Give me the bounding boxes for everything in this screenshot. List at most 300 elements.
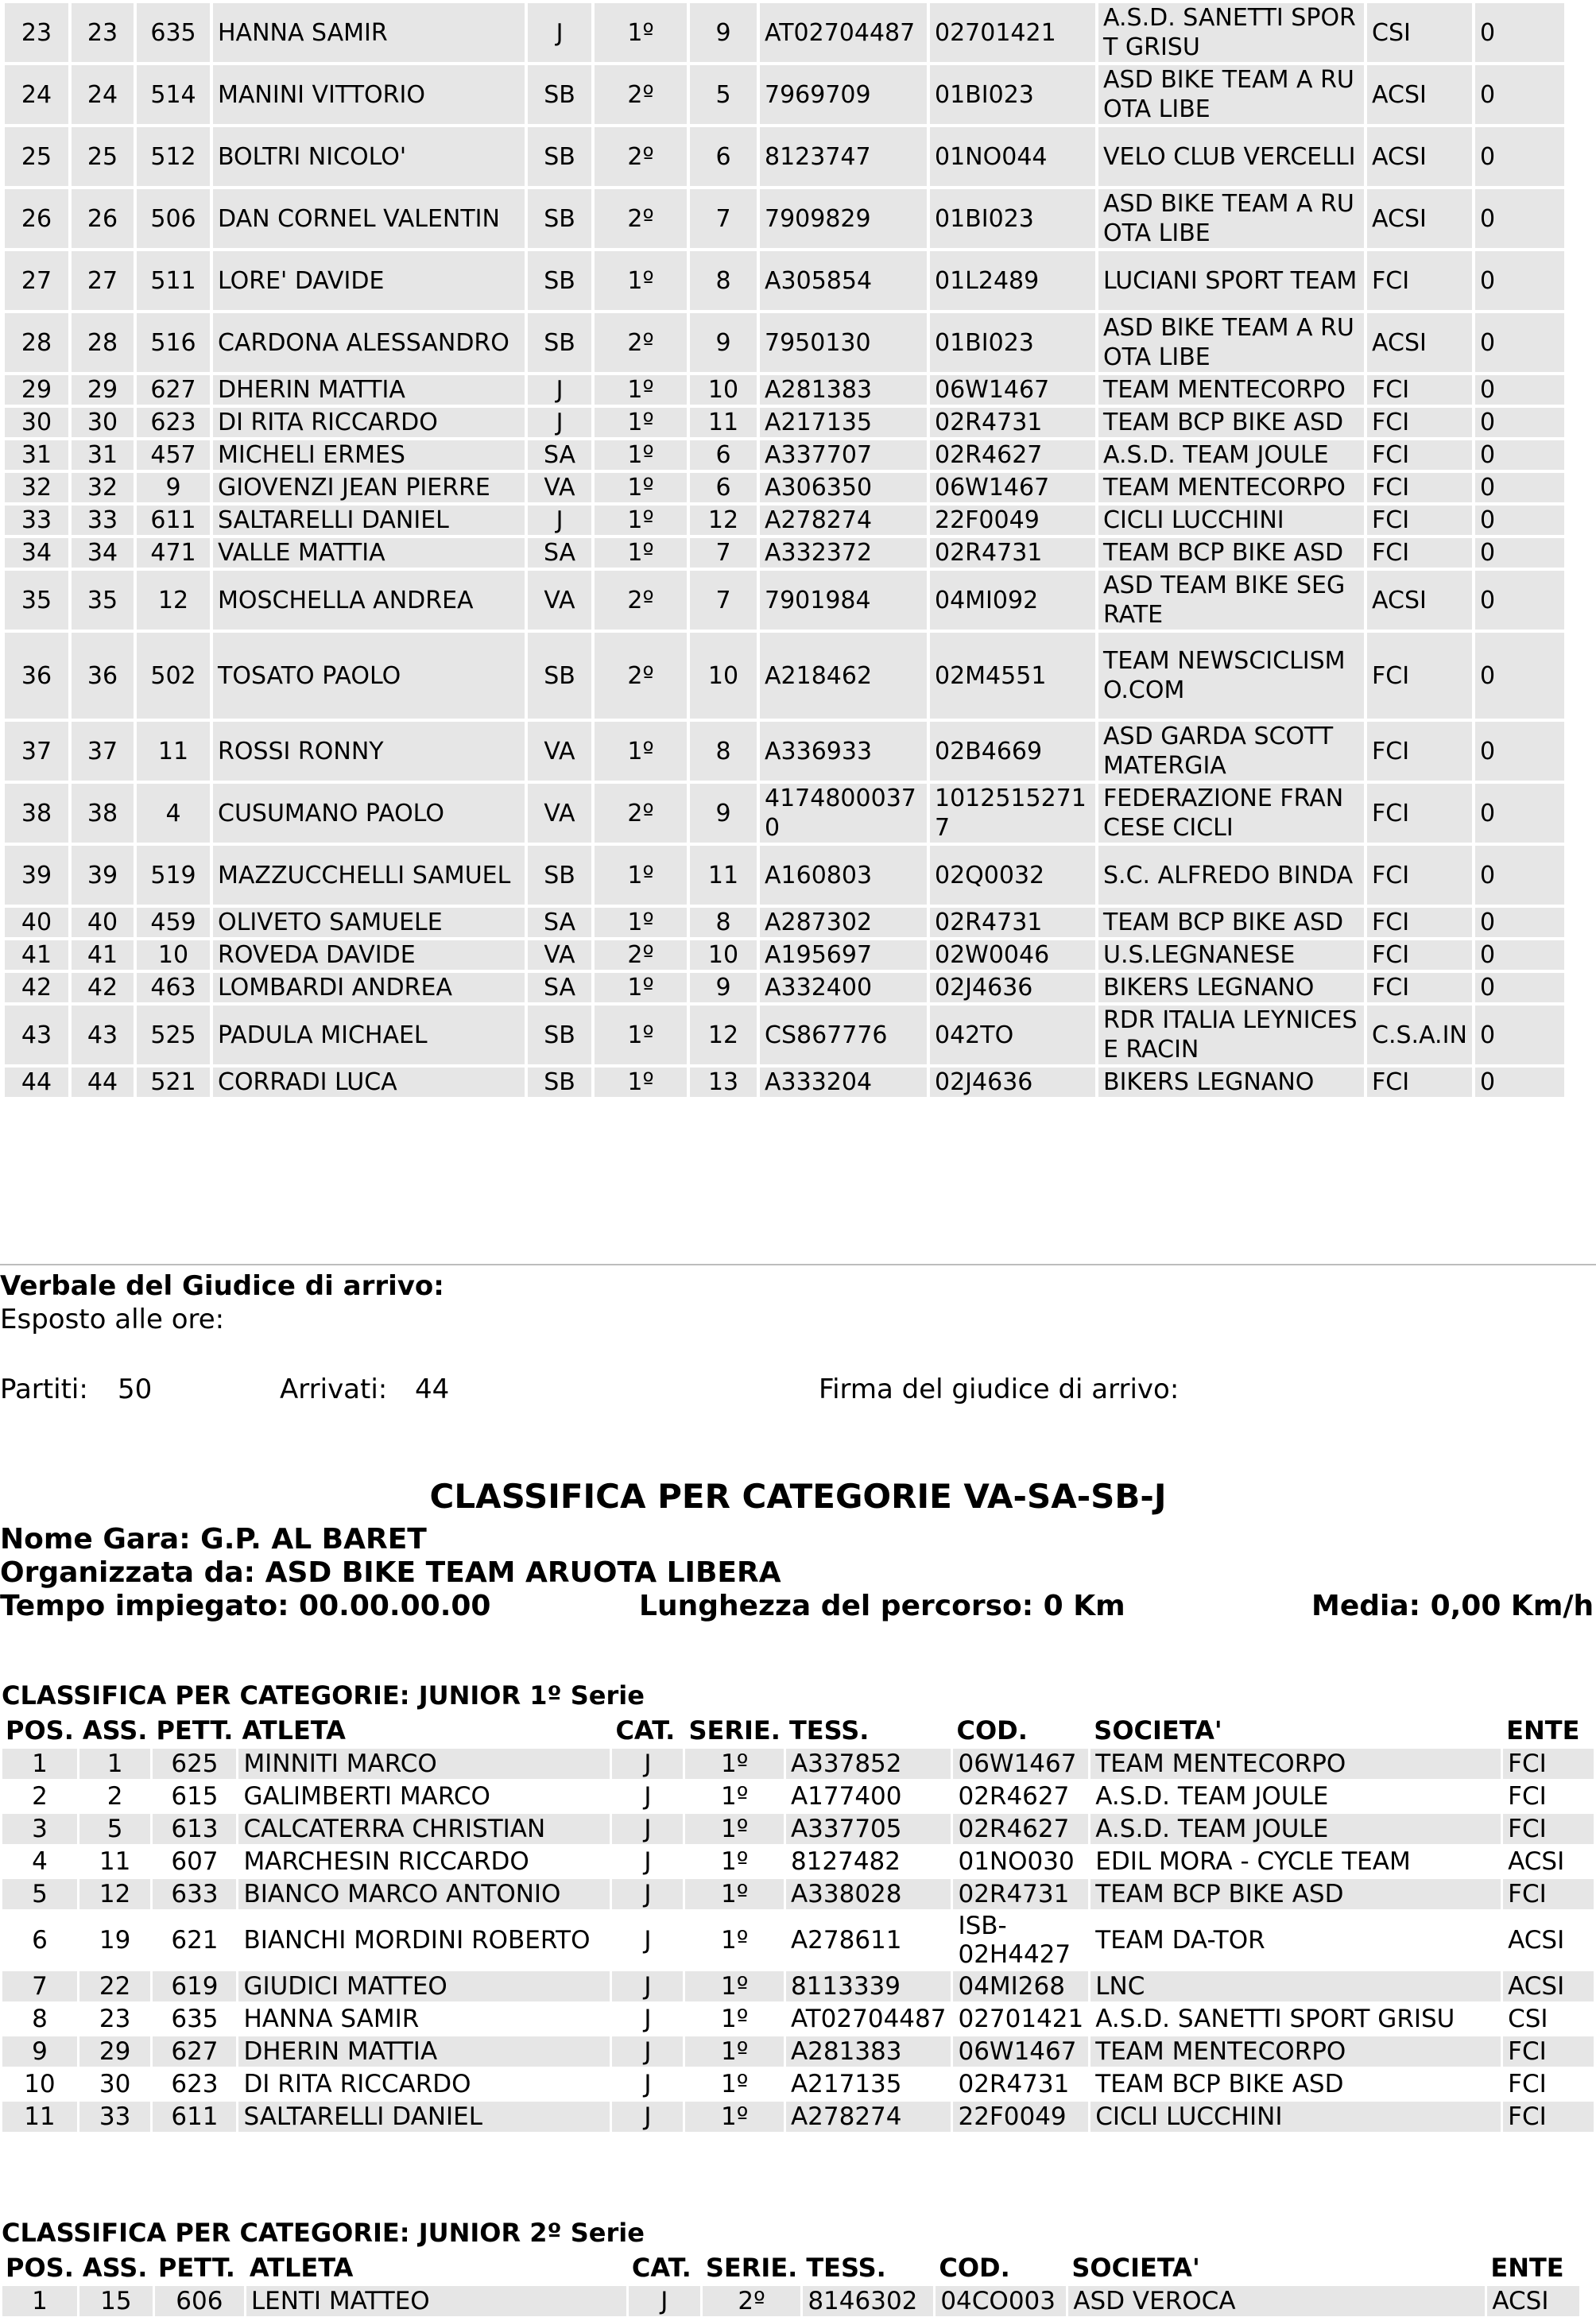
cell-tess: A195697 [760,940,927,970]
table-cell: FCI [1503,2069,1594,2099]
cell-soc: A.S.D. TEAM JOULE [1098,440,1364,470]
cell-name: BOLTRI NICOLO' [213,127,525,186]
table-cell: 1º [685,1912,783,1969]
table-cell: TEAM DA-TOR [1090,1912,1501,1969]
cell-a: 41 [72,940,134,970]
cell-a: 36 [72,633,134,719]
cell-ente: CSI [1367,3,1472,62]
cell-x: 0 [1475,973,1564,1002]
cell-ente: FCI [1367,722,1472,781]
column-header: ENTE [1506,1715,1580,1746]
cell-ser: 1º [595,1006,687,1064]
cell-p: 471 [137,538,210,568]
table-cell: GALIMBERTI MARCO [238,1781,610,1811]
table-cell: 8146302 [803,2286,933,2316]
table-row [2,1814,1594,1844]
table-cell: FCI [1503,1879,1594,1909]
table-cell: J [612,1781,683,1811]
cell-ord: 8 [690,722,757,781]
table-cell: A217135 [786,2069,951,2099]
table-cell: J [612,1814,683,1844]
table-cell: A281383 [786,2036,951,2067]
cell-ente: ACSI [1367,571,1472,630]
table-cell: 30 [79,2069,151,2099]
column-header: ATLETA [242,1715,346,1746]
table-cell: 2º [703,2286,800,2316]
cell-tess: A336933 [760,722,927,781]
results-table [2,0,1567,1100]
cell-x: 0 [1475,538,1564,568]
cell-ente: FCI [1367,538,1472,568]
table-cell: 8127482 [786,1846,951,1877]
cell-x: 0 [1475,1068,1564,1097]
cell-ente: FCI [1367,973,1472,1002]
cell-ser: 1º [595,506,687,535]
table-cell: BIANCO MARCO ANTONIO [238,1879,610,1909]
tempo-impiegato: Tempo impiegato: 00.00.00.00 [0,1590,491,1622]
table-cell: ACSI [1503,1846,1594,1877]
table-row [5,908,1564,937]
cell-tess: A281383 [760,375,927,405]
table-cell: FCI [1503,2036,1594,2067]
cell-cat: SB [528,313,591,372]
cell-tess: 7950130 [760,313,927,372]
table-cell: TEAM MENTECORPO [1090,2036,1501,2067]
table-cell: DHERIN MATTIA [238,2036,610,2067]
cell-p: 459 [137,908,210,937]
organizzata: Organizzata da: ASD BIKE TEAM ARUOTA LIBERA [0,1556,781,1589]
cell-ente: C.S.A.IN [1367,1006,1472,1064]
table-cell: 06W1467 [953,2036,1088,2067]
cell-soc: A.S.D. SANETTI SPORT GRISU [1098,3,1364,62]
cell-a: 39 [72,846,134,905]
table-cell: ACSI [1503,1912,1594,1969]
table-row [5,973,1564,1002]
cell-n: 33 [5,506,68,535]
table-cell: 1º [685,1814,783,1844]
cell-cat: VA [528,784,591,843]
junior2-table [0,2249,1582,2319]
table-cell: 606 [155,2286,244,2316]
table-cell: 15 [79,2286,153,2316]
cell-cat: SA [528,908,591,937]
cell-n: 32 [5,473,68,502]
cell-soc: BIKERS LEGNANO [1098,973,1364,1002]
column-header: ENTE [1490,2253,1564,2283]
table-cell: LNC [1090,1971,1501,2001]
cell-cat: J [528,375,591,405]
table-cell: 1 [2,2286,77,2316]
cell-name: TOSATO PAOLO [213,633,525,719]
cell-soc: VELO CLUB VERCELLI [1098,127,1364,186]
cell-p: 457 [137,440,210,470]
partiti-value: 50 [118,1374,153,1405]
table-row [5,722,1564,781]
cell-n: 26 [5,189,68,248]
cell-name: LORE' DAVIDE [213,251,525,310]
table-cell: A278274 [786,2102,951,2132]
table-cell: ISB-02H4427 [953,1912,1088,1969]
arrivati-value: 44 [415,1374,450,1405]
cell-ord: 11 [690,408,757,437]
arrivati-label: Arrivati: [280,1374,388,1405]
cell-cat: J [528,3,591,62]
table-row [2,1912,1594,1969]
table-cell: A337852 [786,1749,951,1779]
table-cell: A177400 [786,1781,951,1811]
table-cell: 1º [685,2036,783,2067]
cell-ser: 1º [595,973,687,1002]
cell-ser: 2º [595,65,687,124]
cell-a: 27 [72,251,134,310]
cell-cat: SB [528,1068,591,1097]
cell-x: 0 [1475,1006,1564,1064]
cell-a: 25 [72,127,134,186]
table-cell: HANNA SAMIR [238,2004,610,2034]
cell-name: CORRADI LUCA [213,1068,525,1097]
cell-cat: SA [528,440,591,470]
cell-n: 23 [5,3,68,62]
cell-cod: 10125152717 [930,784,1095,843]
cell-ord: 7 [690,571,757,630]
cell-tess: 41748000370 [760,784,927,843]
cell-soc: TEAM BCP BIKE ASD [1098,408,1364,437]
cell-n: 40 [5,908,68,937]
cell-soc: ASD TEAM BIKE SEGRATE [1098,571,1364,630]
table-row [5,408,1564,437]
cell-p: 627 [137,375,210,405]
cell-ord: 9 [690,3,757,62]
table-row [5,189,1564,248]
table-cell: 10 [2,2069,77,2099]
table-cell: 1º [685,1749,783,1779]
cell-ord: 10 [690,375,757,405]
cell-cod: 02M4551 [930,633,1095,719]
column-header: PETT. [157,2253,235,2283]
table-cell: 6 [2,1912,77,1969]
cell-cat: SB [528,1006,591,1064]
table-cell: 1º [685,1971,783,2001]
cell-cod: 22F0049 [930,506,1095,535]
cell-x: 0 [1475,846,1564,905]
lunghezza-percorso: Lunghezza del percorso: 0 Km [639,1590,1125,1622]
table-cell: 29 [79,2036,151,2067]
table-cell: J [629,2286,700,2316]
cell-ord: 6 [690,473,757,502]
column-header: POS. [6,1715,74,1746]
cell-p: 4 [137,784,210,843]
cell-ser: 1º [595,408,687,437]
cell-n: 41 [5,940,68,970]
table-row [5,473,1564,502]
table-cell: J [612,1912,683,1969]
cell-x: 0 [1475,127,1564,186]
cell-cat: SA [528,973,591,1002]
cell-ente: ACSI [1367,189,1472,248]
cell-p: 10 [137,940,210,970]
table-row [2,2069,1594,2099]
cell-p: 463 [137,973,210,1002]
table-cell: ACSI [1487,2286,1579,2316]
junior1-title: CLASSIFICA PER CATEGORIE: JUNIOR 1º Serie [2,1680,645,1711]
cell-ord: 12 [690,506,757,535]
table-cell: FCI [1503,2102,1594,2132]
table-cell: 4 [2,1846,77,1877]
table-cell: AT02704487 [786,2004,951,2034]
table-cell: 627 [153,2036,236,2067]
classifica-title: CLASSIFICA PER CATEGORIE VA-SA-SB-J [429,1477,1167,1516]
cell-ord: 12 [690,1006,757,1064]
cell-cat: SB [528,189,591,248]
table-cell: ASD VEROCA [1068,2286,1485,2316]
cell-ser: 1º [595,538,687,568]
table-cell: TEAM BCP BIKE ASD [1090,1879,1501,1909]
cell-name: OLIVETO SAMUELE [213,908,525,937]
cell-n: 38 [5,784,68,843]
table-cell: FCI [1503,1749,1594,1779]
table-row [5,1006,1564,1064]
cell-n: 34 [5,538,68,568]
cell-name: ROSSI RONNY [213,722,525,781]
table-cell: 8 [2,2004,77,2034]
table-cell: 04CO003 [936,2286,1066,2316]
table-row [2,1781,1594,1811]
table-cell: MINNITI MARCO [238,1749,610,1779]
cell-ord: 8 [690,908,757,937]
verbale-title: Verbale del Giudice di arrivo: [0,1270,444,1302]
table-cell: 11 [79,1846,151,1877]
cell-cat: SA [528,538,591,568]
cell-ente: FCI [1367,473,1472,502]
table-cell: 1º [685,2102,783,2132]
column-header: ASS. [82,1715,148,1746]
cell-ser: 1º [595,908,687,937]
table-row [5,313,1564,372]
table-cell: 2 [79,1781,151,1811]
cell-p: 502 [137,633,210,719]
table-cell: 1 [79,1749,151,1779]
column-header: CAT. [615,1715,676,1746]
cell-ord: 10 [690,633,757,719]
cell-p: 635 [137,3,210,62]
cell-x: 0 [1475,784,1564,843]
column-header: SERIE. [705,2253,798,2283]
cell-n: 29 [5,375,68,405]
cell-a: 26 [72,189,134,248]
cell-x: 0 [1475,722,1564,781]
table-cell: J [612,2036,683,2067]
table-cell: DI RITA RICCARDO [238,2069,610,2099]
cell-n: 31 [5,440,68,470]
cell-tess: AT02704487 [760,3,927,62]
cell-ente: FCI [1367,408,1472,437]
cell-tess: 8123747 [760,127,927,186]
table-cell: A278611 [786,1912,951,1969]
cell-n: 36 [5,633,68,719]
table-cell: 02R4731 [953,1879,1088,1909]
table-cell: J [612,1971,683,2001]
table-row [2,1749,1594,1779]
cell-soc: RDR ITALIA LEYNICESE RACIN [1098,1006,1364,1064]
cell-x: 0 [1475,65,1564,124]
cell-ente: FCI [1367,846,1472,905]
table-cell: 623 [153,2069,236,2099]
cell-cod: 02B4669 [930,722,1095,781]
cell-ente: FCI [1367,940,1472,970]
cell-cod: 02J4636 [930,973,1095,1002]
cell-name: PADULA MICHAEL [213,1006,525,1064]
table-cell: BIANCHI MORDINI ROBERTO [238,1912,610,1969]
table-cell: J [612,2004,683,2034]
cell-a: 24 [72,65,134,124]
cell-x: 0 [1475,408,1564,437]
table-cell: SALTARELLI DANIEL [238,2102,610,2132]
cell-ser: 2º [595,940,687,970]
table-row [2,2286,1579,2316]
cell-p: 12 [137,571,210,630]
column-header: SOCIETA' [1094,1715,1222,1746]
table-row [5,784,1564,843]
cell-a: 30 [72,408,134,437]
cell-name: MICHELI ERMES [213,440,525,470]
cell-ser: 2º [595,127,687,186]
cell-name: DHERIN MATTIA [213,375,525,405]
cell-x: 0 [1475,506,1564,535]
cell-p: 623 [137,408,210,437]
cell-tess: 7901984 [760,571,927,630]
cell-n: 39 [5,846,68,905]
cell-ord: 6 [690,440,757,470]
cell-n: 42 [5,973,68,1002]
cell-soc: ASD GARDA SCOTT MATERGIA [1098,722,1364,781]
cell-soc: TEAM NEWSCICLISMO.COM [1098,633,1364,719]
cell-tess: A218462 [760,633,927,719]
cell-tess: A160803 [760,846,927,905]
cell-ord: 5 [690,65,757,124]
column-header: PETT. [156,1715,234,1746]
table-row [5,571,1564,630]
junior1-table [0,1712,1596,2134]
column-header: COD. [956,1715,1028,1746]
cell-ente: FCI [1367,251,1472,310]
cell-ente: ACSI [1367,65,1472,124]
cell-tess: A332372 [760,538,927,568]
cell-ser: 1º [595,1068,687,1097]
cell-x: 0 [1475,908,1564,937]
cell-soc: BIKERS LEGNANO [1098,1068,1364,1097]
cell-a: 37 [72,722,134,781]
cell-a: 33 [72,506,134,535]
cell-ser: 1º [595,473,687,502]
cell-cat: J [528,408,591,437]
table-row [2,1971,1594,2001]
cell-ord: 9 [690,973,757,1002]
cell-ser: 2º [595,784,687,843]
cell-name: SALTARELLI DANIEL [213,506,525,535]
cell-cod: 01L2489 [930,251,1095,310]
cell-a: 29 [72,375,134,405]
table-row [5,846,1564,905]
cell-p: 516 [137,313,210,372]
cell-x: 0 [1475,313,1564,372]
table-cell: A.S.D. TEAM JOULE [1090,1781,1501,1811]
cell-ser: 1º [595,846,687,905]
table-cell: 22 [79,1971,151,2001]
column-header: TESS. [788,1715,870,1746]
cell-ente: FCI [1367,375,1472,405]
table-cell: FCI [1503,1781,1594,1811]
cell-x: 0 [1475,251,1564,310]
cell-ord: 9 [690,784,757,843]
cell-name: DAN CORNEL VALENTIN [213,189,525,248]
cell-soc: LUCIANI SPORT TEAM [1098,251,1364,310]
cell-ente: FCI [1367,784,1472,843]
table-cell: 1º [685,1781,783,1811]
cell-n: 30 [5,408,68,437]
cell-ord: 11 [690,846,757,905]
cell-cat: J [528,506,591,535]
cell-n: 35 [5,571,68,630]
table-cell: FCI [1503,1814,1594,1844]
table-cell: 1º [685,1879,783,1909]
table-row [5,440,1564,470]
cell-name: VALLE MATTIA [213,538,525,568]
table-cell: 19 [79,1912,151,1969]
cell-tess: A305854 [760,251,927,310]
cell-cod: 042TO [930,1006,1095,1064]
table-row [5,940,1564,970]
cell-tess: 7969709 [760,65,927,124]
table-cell: 607 [153,1846,236,1877]
cell-p: 519 [137,846,210,905]
cell-ser: 2º [595,189,687,248]
cell-a: 43 [72,1006,134,1064]
cell-name: DI RITA RICCARDO [213,408,525,437]
table-cell: 619 [153,1971,236,2001]
cell-cod: 02R4627 [930,440,1095,470]
table-cell: TEAM BCP BIKE ASD [1090,2069,1501,2099]
table-cell: EDIL MORA - CYCLE TEAM [1090,1846,1501,1877]
cell-ord: 7 [690,538,757,568]
cell-tess: A217135 [760,408,927,437]
cell-ser: 1º [595,722,687,781]
table-row [5,538,1564,568]
cell-ente: FCI [1367,440,1472,470]
cell-p: 11 [137,722,210,781]
cell-cod: 01BI023 [930,189,1095,248]
table-cell: A338028 [786,1879,951,1909]
cell-ord: 7 [690,189,757,248]
nome-gara: Nome Gara: G.P. AL BARET [0,1523,427,1556]
table-cell: 3 [2,1814,77,1844]
table-row [5,127,1564,186]
cell-ord: 9 [690,313,757,372]
table-cell: ACSI [1503,1971,1594,2001]
cell-soc: FEDERAZIONE FRANCESE CICLI [1098,784,1364,843]
cell-ser: 1º [595,375,687,405]
table-row [2,2004,1594,2034]
cell-ente: FCI [1367,908,1472,937]
cell-name: MANINI VITTORIO [213,65,525,124]
cell-soc: S.C. ALFREDO BINDA [1098,846,1364,905]
cell-soc: ASD BIKE TEAM A RUOTA LIBE [1098,313,1364,372]
cell-cod: 06W1467 [930,473,1095,502]
cell-p: 511 [137,251,210,310]
table-cell: TEAM MENTECORPO [1090,1749,1501,1779]
cell-tess: A337707 [760,440,927,470]
table-row [5,3,1564,62]
cell-soc: U.S.LEGNANESE [1098,940,1364,970]
